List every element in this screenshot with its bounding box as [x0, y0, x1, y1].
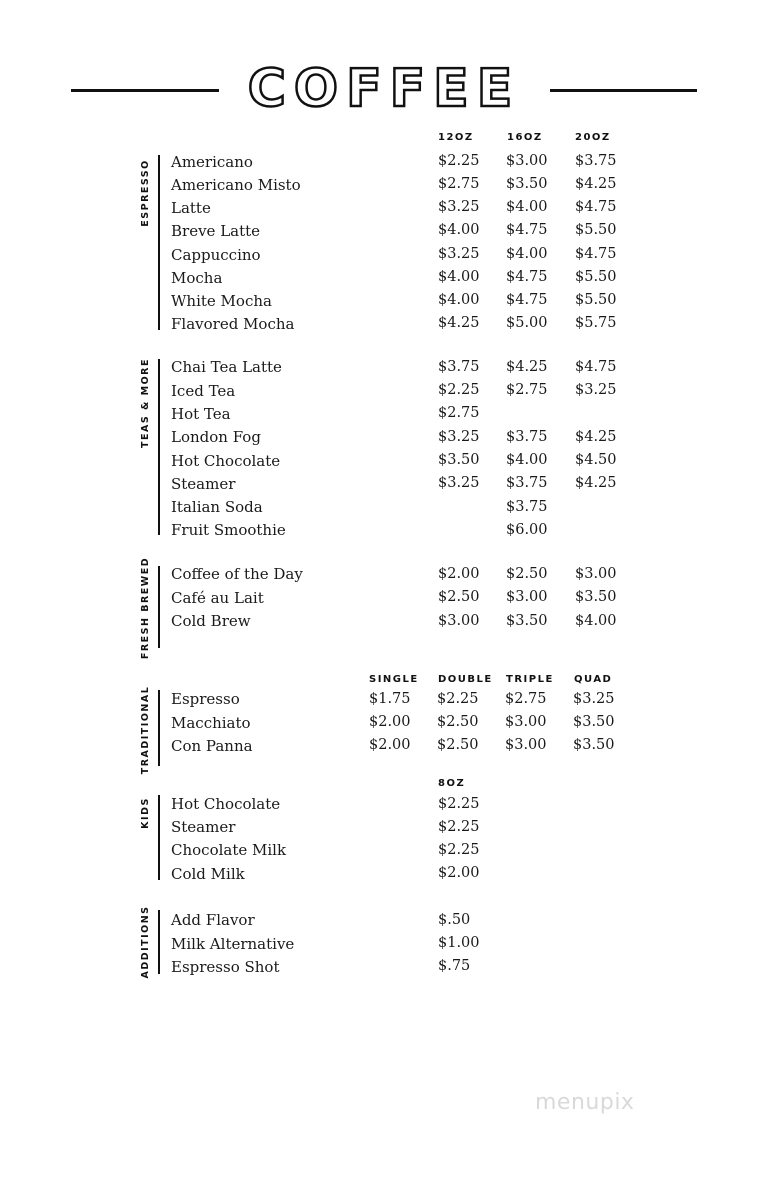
traditional-label: TRADITIONAL — [140, 685, 151, 775]
price-addition: $1.00 — [438, 935, 480, 951]
price-triple: $3.00 — [505, 714, 547, 730]
price-12oz: $2.75 — [438, 176, 480, 192]
price-16oz: $4.75 — [506, 292, 548, 308]
teas-bar — [158, 359, 160, 535]
menu-item: Chai Tea Latte — [171, 358, 282, 376]
kids-label: KIDS — [140, 797, 151, 829]
menu-item: London Fog — [171, 428, 261, 446]
menu-item: Add Flavor — [171, 911, 255, 929]
title-rule-right — [550, 89, 697, 92]
price-20oz: $5.50 — [575, 222, 617, 238]
price-16oz: $4.00 — [506, 246, 548, 262]
price-quad: $3.50 — [573, 714, 615, 730]
menu-item: Americano Misto — [171, 176, 301, 194]
watermark: menupix — [535, 1090, 635, 1115]
price-16oz: $4.25 — [506, 359, 548, 375]
menu-item: Hot Chocolate — [171, 452, 281, 470]
price-16oz: $3.50 — [506, 176, 548, 192]
price-16oz: $4.75 — [506, 222, 548, 238]
menu-item: Milk Alternative — [171, 935, 295, 953]
price-12oz: $3.00 — [438, 613, 480, 629]
price-16oz: $5.00 — [506, 315, 548, 331]
espresso-bar — [158, 155, 160, 330]
price-triple: $3.00 — [505, 737, 547, 753]
menu-item: Iced Tea — [171, 382, 236, 400]
price-20oz: $5.50 — [575, 292, 617, 308]
menu-item: Espresso — [171, 690, 240, 708]
price-12oz: $4.00 — [438, 222, 480, 238]
additions-bar — [158, 910, 160, 974]
menu-item: Cappuccino — [171, 246, 261, 264]
menu-item: Chocolate Milk — [171, 841, 287, 859]
price-12oz: $2.25 — [438, 382, 480, 398]
price-20oz: $3.25 — [575, 382, 617, 398]
price-addition: $.50 — [438, 912, 471, 928]
price-20oz: $4.25 — [575, 429, 617, 445]
kids-bar — [158, 795, 160, 880]
price-single: $1.75 — [369, 691, 411, 707]
price-20oz: $4.75 — [575, 246, 617, 262]
menu-item: Macchiato — [171, 714, 251, 732]
price-12oz: $2.75 — [438, 405, 480, 421]
price-16oz: $3.75 — [506, 475, 548, 491]
price-16oz: $3.00 — [506, 589, 548, 605]
price-8oz: $2.25 — [438, 796, 480, 812]
price-12oz: $3.50 — [438, 452, 480, 468]
menu-item: Coffee of the Day — [171, 565, 303, 583]
price-20oz: $3.75 — [575, 153, 617, 169]
price-12oz: $2.50 — [438, 589, 480, 605]
price-20oz: $4.75 — [575, 359, 617, 375]
menu-item: Hot Chocolate — [171, 795, 281, 813]
traditional-bar — [158, 690, 160, 766]
page-title: COFFEE — [247, 59, 521, 119]
price-12oz: $3.25 — [438, 475, 480, 491]
price-12oz: $2.00 — [438, 566, 480, 582]
menu-item: Cold Brew — [171, 612, 251, 630]
menu-item: Mocha — [171, 269, 223, 287]
price-20oz: $5.75 — [575, 315, 617, 331]
price-addition: $.75 — [438, 958, 471, 974]
espresso-label: ESPRESSO — [140, 159, 151, 227]
price-double: $2.50 — [437, 737, 479, 753]
menu-item: Americano — [171, 153, 253, 171]
menu-item: Flavored Mocha — [171, 315, 295, 333]
price-20oz: $4.75 — [575, 199, 617, 215]
menu-item: Con Panna — [171, 737, 253, 755]
menu-item: Cold Milk — [171, 865, 245, 883]
price-16oz: $2.75 — [506, 382, 548, 398]
menu-item: Espresso Shot — [171, 958, 280, 976]
price-16oz: $3.75 — [506, 429, 548, 445]
additions-label: ADDITIONS — [140, 905, 151, 979]
price-16oz: $4.00 — [506, 199, 548, 215]
menu-item: Steamer — [171, 818, 236, 836]
price-12oz: $4.25 — [438, 315, 480, 331]
teas-label: TEAS & MORE — [140, 358, 151, 448]
menu-item: Italian Soda — [171, 498, 263, 516]
header-single: SINGLE — [369, 674, 419, 685]
price-8oz: $2.25 — [438, 819, 480, 835]
menu-item: Fruit Smoothie — [171, 521, 286, 539]
price-single: $2.00 — [369, 737, 411, 753]
price-20oz: $4.25 — [575, 475, 617, 491]
price-double: $2.25 — [437, 691, 479, 707]
brewed-label: FRESH BREWED — [140, 556, 151, 660]
menu-item: Steamer — [171, 475, 236, 493]
price-20oz: $3.50 — [575, 589, 617, 605]
price-16oz: $3.50 — [506, 613, 548, 629]
price-16oz: $4.00 — [506, 452, 548, 468]
price-20oz: $4.25 — [575, 176, 617, 192]
price-20oz: $4.00 — [575, 613, 617, 629]
header-double: DOUBLE — [438, 674, 493, 685]
price-quad: $3.50 — [573, 737, 615, 753]
header-triple: TRIPLE — [506, 674, 554, 685]
price-16oz: $4.75 — [506, 269, 548, 285]
price-12oz: $3.25 — [438, 199, 480, 215]
price-quad: $3.25 — [573, 691, 615, 707]
price-20oz: $3.00 — [575, 566, 617, 582]
menu-item: Café au Lait — [171, 589, 264, 607]
price-12oz: $3.25 — [438, 429, 480, 445]
price-triple: $2.75 — [505, 691, 547, 707]
menu-item: Breve Latte — [171, 222, 261, 240]
price-16oz: $3.75 — [506, 499, 548, 515]
menu-item: White Mocha — [171, 292, 272, 310]
price-12oz: $4.00 — [438, 292, 480, 308]
price-20oz: $4.50 — [575, 452, 617, 468]
price-single: $2.00 — [369, 714, 411, 730]
price-8oz: $2.00 — [438, 865, 480, 881]
price-8oz: $2.25 — [438, 842, 480, 858]
header-quad: QUAD — [574, 674, 613, 685]
menu-item: Hot Tea — [171, 405, 231, 423]
header-8oz: 8OZ — [438, 778, 466, 789]
price-double: $2.50 — [437, 714, 479, 730]
price-20oz: $5.50 — [575, 269, 617, 285]
price-12oz: $2.25 — [438, 153, 480, 169]
price-12oz: $4.00 — [438, 269, 480, 285]
price-16oz: $6.00 — [506, 522, 548, 538]
header-16oz: 16OZ — [507, 132, 543, 143]
price-12oz: $3.75 — [438, 359, 480, 375]
price-16oz: $2.50 — [506, 566, 548, 582]
price-12oz: $3.25 — [438, 246, 480, 262]
header-12oz: 12OZ — [438, 132, 474, 143]
header-20oz: 20OZ — [575, 132, 611, 143]
brewed-bar — [158, 566, 160, 648]
menu-item: Latte — [171, 199, 211, 217]
price-16oz: $3.00 — [506, 153, 548, 169]
